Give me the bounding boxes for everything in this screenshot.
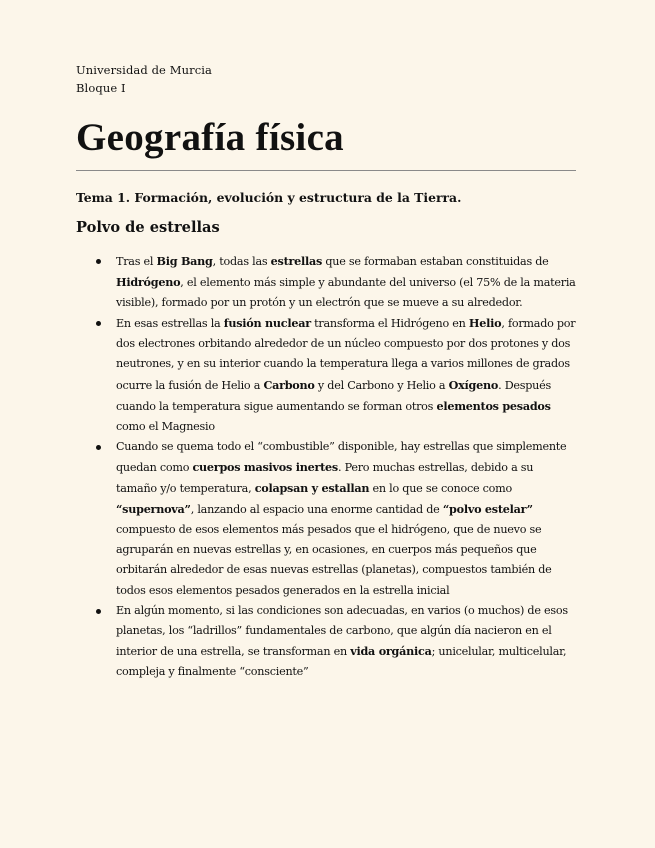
section-heading: Polvo de estrellas (76, 219, 220, 236)
document-header (76, 61, 212, 97)
bold-term: elementos pesados (436, 398, 551, 413)
bullet-text: , lanzando al espacio una enorme cantidad de (190, 503, 443, 517)
bold-term: fusión nuclear (223, 316, 311, 331)
bullet-text: . Pero muchas estrellas, debido a su tamaño y/o temperatura, (116, 460, 534, 496)
university-name: Universidad de Murcia (76, 63, 212, 77)
topic-heading: Tema 1. Formación, evolución y estructura de la Tierra. (76, 190, 462, 205)
bold-term: Carbono (263, 377, 315, 392)
bullet-text: en lo que se conoce como (369, 482, 512, 496)
bold-term: Big Bang (156, 254, 213, 268)
bold-term: estrellas (270, 254, 323, 268)
bullet-text: transforma el Hidrógeno en (310, 317, 469, 331)
title-divider (76, 170, 576, 171)
bullet-dot-icon (96, 259, 101, 264)
bold-term: “polvo estelar” (442, 502, 533, 517)
bullet-text: ; unicelular, multicelular, compleja y finalmente “consciente” (116, 644, 567, 678)
bullet-item (96, 251, 576, 313)
bullet-text: . Después cuando la temperatura sigue aumentando se forman otros (116, 378, 552, 413)
bullet-text: como el Magnesio (116, 419, 215, 433)
bullet-text: , formado por dos electrones orbitando alrededor de un núcleo compuesto por dos protones y dos neutrones, y en su interior cuando la temperatura llega a varios millones de grados ocurre la fusión de Helio a (116, 317, 576, 392)
bullet-text: compuesto de esos elementos más pesados que el hidrógeno, que de nuevo se agruparán en nuevas estrellas y, en ocasiones, en cuerpos más pequeños que orbitarán alrededor de esas nuevas estrellas (planetas), compuestos también de todos esos elementos pesados generados en la estrella inicial (116, 523, 552, 597)
bold-term: cuerpos masivos inertes (192, 459, 338, 474)
bullet-dot-icon (96, 321, 101, 326)
bold-term: Hidrógeno (116, 275, 181, 290)
bullet-item (96, 437, 576, 601)
bullet-dot-icon (96, 609, 101, 614)
bold-term: Oxígeno (448, 377, 499, 392)
bullet-item (96, 601, 576, 682)
bullet-item (96, 313, 576, 437)
bullet-text: , todas las (212, 255, 271, 268)
bullet-list (96, 251, 576, 682)
bullet-text: que se formaban estaban constituidas de (322, 255, 549, 268)
bold-term: “supernova” (116, 502, 191, 517)
bullet-text: y del Carbono y Helio a (314, 378, 449, 392)
bullet-text: Tras el (116, 255, 157, 268)
bullet-text: En esas estrellas la (116, 317, 224, 331)
bullet-text: En algún momento, si las condiciones son adecuadas, en varios (o muchos) de esos planetas, los “ladrillos” fundamentales de carbono, que algún día nacieron en el interior de una estrella, se transforman en (116, 603, 568, 658)
bullet-dot-icon (96, 445, 101, 450)
bold-term: Helio (468, 316, 502, 331)
block-label: Bloque I (76, 81, 126, 95)
document-title: Geografía física (76, 116, 344, 159)
bold-term: colapsan y estallan (254, 481, 370, 496)
bullet-text: Cuando se quema todo el “combustible” disponible, hay estrellas que simplemente quedan como (116, 439, 567, 474)
bold-term: vida orgánica (350, 643, 432, 658)
bullet-text: , el elemento más simple y abundante del universo (el 75% de la materia visible), formado por un protón y un electrón que se mueve a su alrededor. (116, 276, 576, 310)
